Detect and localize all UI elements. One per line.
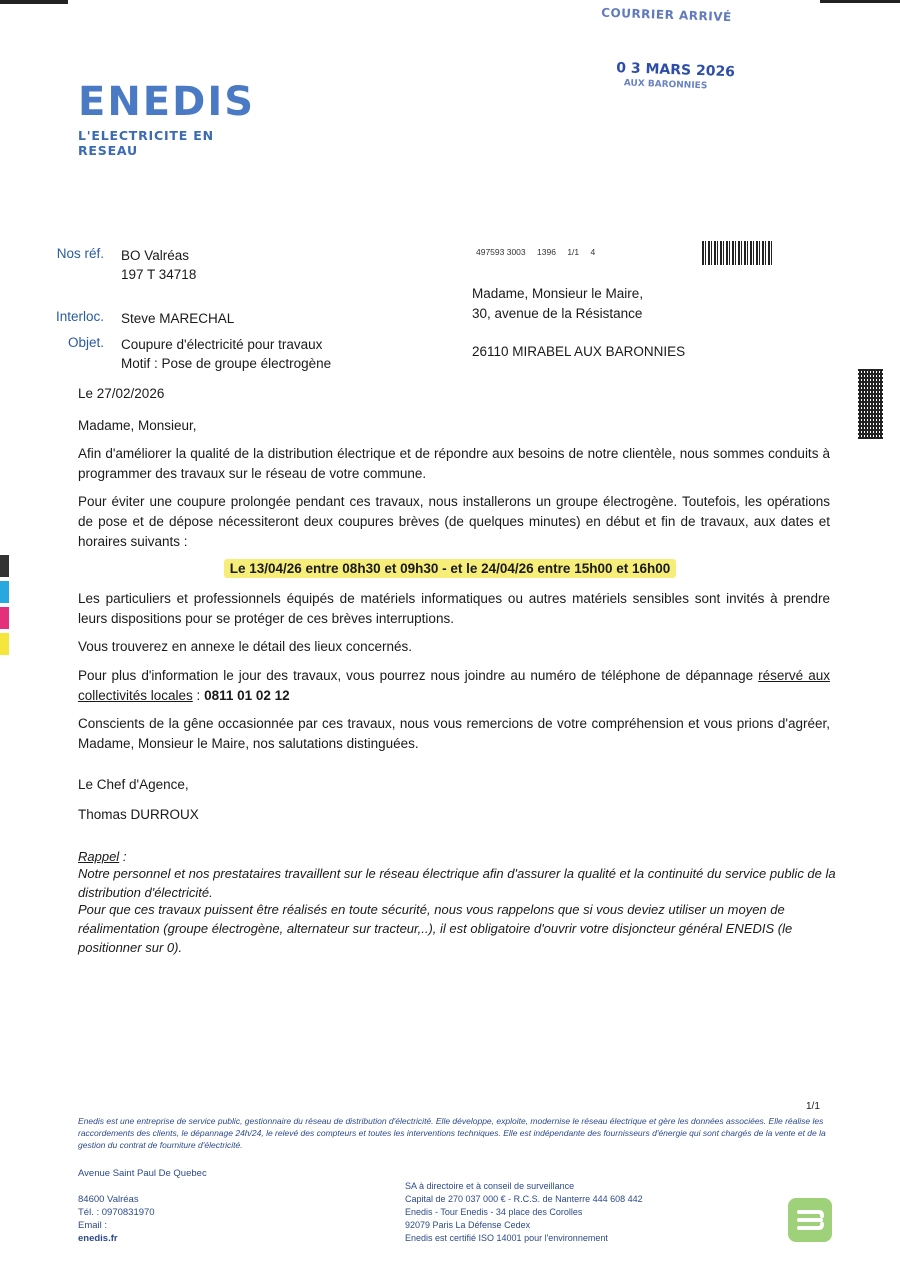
phone-number: 0811 01 02 12 <box>204 688 290 703</box>
legal-line4: 92079 Paris La Défense Cedex <box>405 1220 531 1230</box>
arrival-stamp <box>584 5 757 93</box>
recipient-line3: 26110 MIRABEL AUX BARONNIES <box>472 344 686 359</box>
page-number: 1/1 <box>806 1101 820 1112</box>
stamp-date: 0 3 MARS 2026 <box>616 60 736 81</box>
footer-site: enedis.fr <box>78 1233 118 1244</box>
mail-meta <box>476 247 604 257</box>
stamp-title: COURRIER ARRIVÉ <box>600 5 732 25</box>
paragraph-5 <box>78 666 830 706</box>
paragraph-4: Vous trouverez en annexe le détail des lieux concernés. <box>78 639 412 654</box>
nos-ref-line2: 197 T 34718 <box>121 267 197 282</box>
letter-date: Le 27/02/2026 <box>78 386 165 401</box>
reserved-collectivites: réservé aux collectivités locales <box>78 668 830 703</box>
objet-line2: Motif : Pose de groupe électrogène <box>121 356 332 371</box>
footer-contact <box>78 1193 155 1245</box>
objet-label: Objet. <box>67 335 104 350</box>
footer-city: 84600 Valréas <box>78 1194 139 1205</box>
rappel-title: Rappel <box>78 849 120 864</box>
nos-ref-value <box>121 246 196 284</box>
legal-line2: Capital de 270 037 000 € - R.C.S. de Nanterre 444 608 442 <box>405 1194 643 1204</box>
logo-tagline: L'ELECTRICITE EN RESEAU <box>78 128 214 158</box>
nos-ref-line1: BO Valréas <box>121 248 190 263</box>
meta-count: 4 <box>590 247 596 257</box>
scan-edge-left <box>0 0 68 4</box>
nos-ref-label: Nos réf. <box>56 246 104 261</box>
enedis-e-icon <box>788 1198 832 1242</box>
scan-edge-right <box>820 0 900 3</box>
legal-line1: SA à directoire et à conseil de surveillance <box>405 1181 575 1191</box>
rappel-text-2: Pour que ces travaux puissent être réalisés en toute sécurité, nous vous rappelons que si vous deviez utiliser un moyen de réalimentation (groupe électrogène, alternateur sur tracteur,..), il est obligatoire d'ouvrir votre disjoncteur général ENEDIS (le positionner sur 0). <box>78 902 793 955</box>
rappel-colon: : <box>119 849 127 864</box>
schedule-line <box>0 561 900 576</box>
letter-greeting: Madame, Monsieur, <box>78 418 197 433</box>
legal-line3: Enedis - Tour Enedis - 34 place des Corolles <box>405 1207 583 1217</box>
objet-line1: Coupure d'électricité pour travaux <box>121 337 323 352</box>
stamp-location: AUX BARONNIES <box>623 78 708 92</box>
logo-word: ENEDIS <box>78 79 256 125</box>
footer-legal <box>405 1180 643 1245</box>
footer-tel: Tél. : 0970831970 <box>78 1207 155 1218</box>
objet-value <box>121 335 331 373</box>
footer-email: Email : <box>78 1220 108 1231</box>
signoff: Le Chef d'Agence, <box>78 777 189 792</box>
paragraph-6: Conscients de la gêne occasionnée par ces travaux, nous vous remercions de votre compréhension et vous prions d'agréer, Madame, Monsieur le Maire, nos salutations distinguées. <box>78 716 830 751</box>
recipient-address <box>472 284 685 362</box>
paragraph-3: Les particuliers et professionnels équipés de matériels informatiques ou autres matériels sensibles sont invités à prendre leurs dispositions pour se protéger de ces brèves interruptions. <box>78 591 830 626</box>
rappel-text-1: Notre personnel et nos prestataires travaillent sur le réseau électrique afin d'assurer la qualité et la continuité du service public de la distribution d'électricité. <box>78 866 836 900</box>
interloc-label: Interloc. <box>55 309 104 324</box>
paragraph-5-text: Pour plus d'information le jour des travaux, vous pourrez nous joindre au numéro de téléphone de dépannage <box>78 668 759 683</box>
meta-num: 1396 <box>537 247 556 257</box>
footer-address: Avenue Saint Paul De Quebec <box>78 1168 207 1179</box>
signer-name: Thomas DURROUX <box>78 807 199 822</box>
paragraph-1: Afin d'améliorer la qualité de la distribution électrique et de répondre aux besoins de notre clientèle, nous sommes conduits à programmer des travaux sur le réseau de votre commune. <box>78 446 830 481</box>
datamatrix-barcode <box>702 241 772 265</box>
phone-separator: : <box>192 688 205 703</box>
side-barcode <box>858 369 883 439</box>
legal-line5: Enedis est certifié ISO 14001 pour l'environnement <box>405 1233 608 1243</box>
meta-code: 497593 3003 <box>476 247 526 257</box>
footer-about: Enedis est une entreprise de service public, gestionnaire du réseau de distribution d'électricité. Elle développe, exploite, modernise le réseau électrique et gère les données associées. Elle réalise les raccordements des clients, le dépannage 24h/24, le relevé des compteurs et toutes les interventions techniques. Elle est indépendante des fournisseurs d'énergie qui sont chargés de la vente et de la gestion du contrat de fourniture d'électricité. <box>78 1116 826 1150</box>
schedule-text: Le 13/04/26 entre 08h30 et 09h30 - et le 24/04/26 entre 15h00 et 16h00 <box>224 559 677 578</box>
interloc-value: Steve MARECHAL <box>121 311 235 326</box>
recipient-line2: 30, avenue de la Résistance <box>472 306 643 321</box>
recipient-line1: Madame, Monsieur le Maire, <box>472 286 644 301</box>
meta-page: 1/1 <box>567 247 580 257</box>
paragraph-2: Pour éviter une coupure prolongée pendant ces travaux, nous installerons un groupe électrogène. Toutefois, les opérations de pose et de dépose nécessiteront deux coupures brèves (de quelques minutes) en début et fin de travaux, aux dates et horaires suivants : <box>78 494 830 549</box>
enedis-logo <box>78 80 278 158</box>
